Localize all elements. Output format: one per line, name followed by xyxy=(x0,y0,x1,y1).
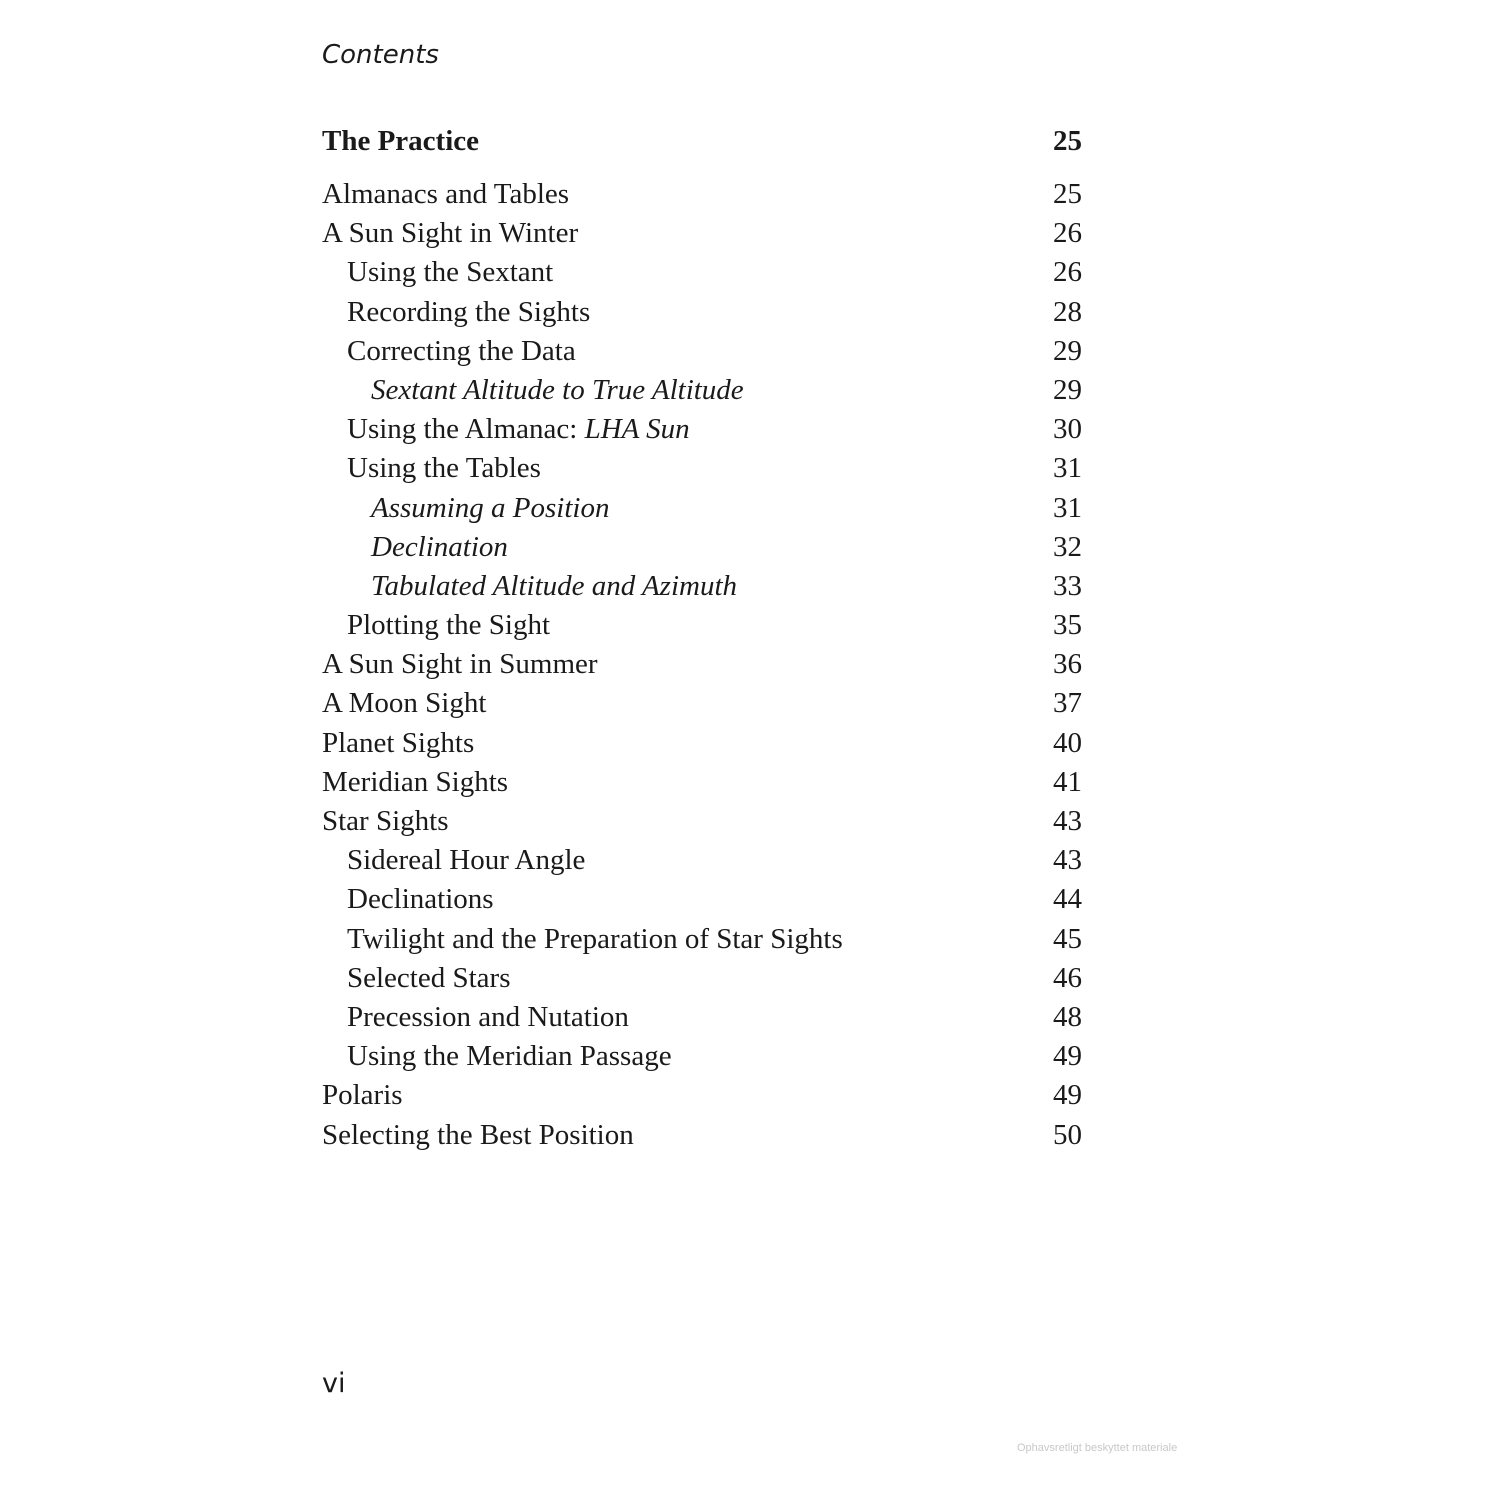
toc-entry-page-number: 44 xyxy=(1053,883,1082,916)
toc-entry-page-number: 35 xyxy=(1053,609,1082,642)
toc-entry-title xyxy=(322,880,494,919)
toc-entry-page-number: 45 xyxy=(1053,922,1082,955)
toc-entry-title xyxy=(322,371,744,410)
toc-entry-title-text: Meridian Sights xyxy=(322,765,509,798)
toc-entry xyxy=(322,371,1082,410)
toc-entry-page-number: 40 xyxy=(1053,726,1082,759)
toc-entry xyxy=(322,528,1082,567)
toc-entry-title-text: Declination xyxy=(371,530,508,563)
toc-entry-title xyxy=(322,567,737,606)
toc-entry xyxy=(322,606,1082,645)
toc-entry-page-number: 30 xyxy=(1053,413,1082,446)
toc-entry xyxy=(322,959,1082,998)
toc-entry-title xyxy=(322,293,590,332)
toc-entry-page-number: 50 xyxy=(1053,1118,1082,1151)
toc-entry-page-number: 48 xyxy=(1053,1000,1082,1033)
toc-entry xyxy=(322,1076,1082,1115)
toc-entry-page-number: 49 xyxy=(1053,1040,1082,1073)
section-title: The Practice xyxy=(322,125,480,157)
toc-entry xyxy=(322,410,1082,449)
toc-entry xyxy=(322,449,1082,488)
toc-entry-title-text: Polaris xyxy=(322,1079,403,1112)
toc-entry-title-text: Using the Almanac: xyxy=(347,413,585,446)
toc-entry-title-text: Sextant Altitude to True Altitude xyxy=(371,373,744,406)
toc-entry-title xyxy=(322,332,576,371)
toc-entry-title xyxy=(322,175,569,214)
toc-entry xyxy=(322,645,1082,684)
toc-entry-title-text: Planet Sights xyxy=(322,726,475,759)
toc-entry-title xyxy=(322,214,578,253)
toc-section-heading xyxy=(322,121,1082,161)
toc-entry-page-number: 36 xyxy=(1053,648,1082,681)
toc-entry-title-text: Selected Stars xyxy=(347,961,511,994)
copyright-watermark: Ophavsretligt beskyttet materiale xyxy=(1017,1442,1178,1454)
toc-entry-title-text: Tabulated Altitude and Azimuth xyxy=(371,569,738,602)
toc-entry-page-number: 29 xyxy=(1053,373,1082,406)
toc-entry-page-number: 28 xyxy=(1053,295,1082,328)
toc-entry-title xyxy=(322,253,553,292)
toc-entry xyxy=(322,567,1082,606)
toc-entry-title-text: Using the Tables xyxy=(347,452,541,485)
toc-entry xyxy=(322,1037,1082,1076)
toc-entry-title-italic: LHA Sun xyxy=(584,413,690,446)
toc-entry-title xyxy=(322,1037,672,1076)
toc-entry-title xyxy=(322,606,550,645)
toc-entry-title xyxy=(322,802,449,841)
toc-entry xyxy=(322,880,1082,919)
toc-entry-title xyxy=(322,1076,403,1115)
toc-entry-title-text: Star Sights xyxy=(322,805,449,837)
toc-entry xyxy=(322,253,1082,292)
toc-entry-title xyxy=(322,528,508,567)
toc-entry-title xyxy=(322,998,629,1037)
toc-entry-title xyxy=(322,920,843,959)
toc-entry xyxy=(322,332,1082,371)
toc-entry xyxy=(322,175,1082,214)
toc-entry-title-text: A Sun Sight in Summer xyxy=(322,648,598,681)
toc-entry xyxy=(322,841,1082,880)
toc-entry-title xyxy=(322,410,690,449)
toc-entry-title-text: A Sun Sight in Winter xyxy=(322,217,579,250)
toc-entry-page-number: 25 xyxy=(1053,178,1082,210)
toc-entry-title xyxy=(322,449,541,488)
toc-entry xyxy=(322,802,1082,841)
toc-entry-page-number: 31 xyxy=(1053,452,1082,485)
toc-entry-title xyxy=(322,724,474,763)
toc-entry-page-number: 43 xyxy=(1053,805,1082,837)
toc-entry xyxy=(322,998,1082,1037)
toc-entry-title-text: Assuming a Position xyxy=(371,491,610,524)
toc-entry-page-number: 32 xyxy=(1053,530,1082,563)
toc-entry-list xyxy=(322,175,1082,1155)
toc-entry-page-number: 33 xyxy=(1053,569,1082,602)
toc-entry-title-text: Plotting the Sight xyxy=(347,609,551,642)
toc-entry-page-number: 43 xyxy=(1053,844,1082,877)
running-head: Contents xyxy=(322,40,439,70)
toc-entry-title xyxy=(322,959,510,998)
toc-entry-title xyxy=(322,645,598,684)
toc-entry-title-text: Selecting the Best Position xyxy=(322,1118,634,1151)
toc-entry-title-text: Precession and Nutation xyxy=(347,1000,629,1033)
toc-entry xyxy=(322,214,1082,253)
toc-entry-title-text: Correcting the Data xyxy=(347,334,576,367)
toc-entry-page-number: 49 xyxy=(1053,1079,1082,1112)
toc-entry-title-text: Declinations xyxy=(347,883,494,916)
toc-entry-title xyxy=(322,763,508,802)
toc-entry xyxy=(322,724,1082,763)
toc-entry-page-number: 41 xyxy=(1053,765,1082,798)
toc-entry-title-text: Recording the Sights xyxy=(347,295,591,328)
toc-entry xyxy=(322,489,1082,528)
toc-entry-title xyxy=(322,684,486,723)
toc-entry-title xyxy=(322,841,585,880)
section-page-number: 25 xyxy=(1053,125,1082,157)
toc-entry-title-text: Using the Sextant xyxy=(347,256,554,289)
toc-entry xyxy=(322,920,1082,959)
toc-entry-title xyxy=(322,1116,634,1155)
toc-entry-title-text: A Moon Sight xyxy=(322,687,487,720)
toc-entry-page-number: 29 xyxy=(1053,334,1082,367)
toc-entry-title-text: Almanacs and Tables xyxy=(322,178,570,210)
toc-entry-page-number: 31 xyxy=(1053,491,1082,524)
toc-entry-title-text: Sidereal Hour Angle xyxy=(347,844,586,877)
toc-entry-title xyxy=(322,489,609,528)
toc-entry-page-number: 26 xyxy=(1053,256,1082,289)
toc-entry-page-number: 46 xyxy=(1053,961,1082,994)
toc-entry-title-text: Using the Meridian Passage xyxy=(347,1040,672,1073)
toc-entry-title-text: Twilight and the Preparation of Star Sights xyxy=(347,922,843,955)
toc-entry xyxy=(322,1116,1082,1155)
toc-entry xyxy=(322,293,1082,332)
table-of-contents xyxy=(322,0,1082,1500)
toc-entry-page-number: 37 xyxy=(1053,687,1082,720)
page-number-folio: vi xyxy=(322,1368,346,1399)
toc-entry xyxy=(322,684,1082,723)
toc-entry xyxy=(322,763,1082,802)
toc-entry-page-number: 26 xyxy=(1053,217,1082,250)
